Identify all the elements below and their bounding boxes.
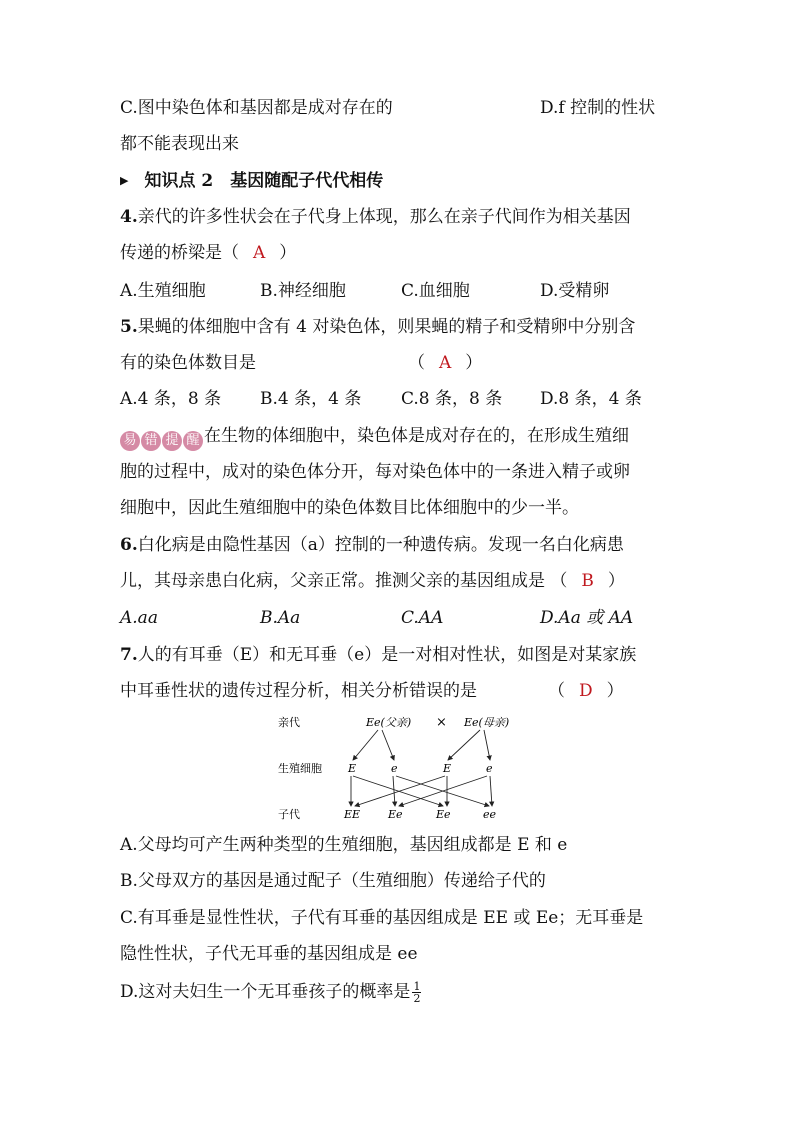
arrow [448,730,480,760]
tip-text-1: 在生物的体细胞中，染色体是成对存在的，在形成生殖细 [204,426,629,446]
q3-option-d-cont: 都不能表现出来 [120,134,239,154]
q4-text-2: 传递的桥梁是（ [120,243,239,263]
father-genotype: Ee(父亲) [366,716,412,729]
arrow [393,776,395,806]
q4-line1 [120,205,631,229]
section-heading [120,169,383,193]
row-label-gamete: 生殖细胞 [278,762,322,775]
mistake-reminder-badges [120,427,204,451]
q3-option-d: D.f 控制的性状 [540,98,656,118]
q6-option-a: A.aa [120,608,158,628]
q4-option-c: C.血细胞 [401,281,470,301]
q4-answer: A [253,243,266,263]
arrow [355,776,445,806]
tip-text-2: 胞的过程中，成对的染色体分开，每对染色体中的一条进入精子或卵 [120,462,630,482]
child-genotype: EE [344,808,361,821]
fraction-denominator: 2 [413,992,421,1005]
gamete-mother-E: E [443,762,452,775]
q7-text-2: 中耳垂性状的遗传过程分析，相关分析错误的是 [120,681,477,701]
q7-answer-group [548,679,624,703]
q6-options [120,606,680,630]
q7-number: 7. [120,645,138,665]
badge-char: 提 [162,431,182,451]
q6-line2 [120,569,625,593]
q6-text-1: 白化病是由隐性基因（a）控制的一种遗传病。发现一名白化病患 [137,535,624,555]
q7-open-paren: （ [548,681,565,701]
q5-line1 [120,315,635,339]
tip-text-3: 细胞中，因此生殖细胞中的染色体数目比体细胞中的少一半。 [120,498,579,518]
row-label-child: 子代 [278,808,300,821]
q4-option-b: B.神经细胞 [260,281,346,301]
fraction-numerator: 1 [413,980,421,993]
q7-text-1: 人的有耳垂（E）和无耳垂（e）是一对相对性状，如图是对某家族 [137,645,637,665]
inheritance-diagram [270,708,540,828]
q5-close-paren: ） [465,353,483,373]
tip-line1 [120,424,629,451]
q4-options [120,279,680,303]
arrow [382,730,394,760]
q5-option-d: D.8 条，4 条 [540,389,642,409]
badge-char: 易 [120,431,140,451]
q6-close-paren: ） [607,571,625,591]
q5-number: 5. [120,317,138,337]
q7-line2 [120,679,680,703]
arrow [353,776,443,806]
child-genotype: ee [483,808,497,821]
arrow [484,730,490,760]
q4-text-1: 亲代的许多性状会在子代身上体现，那么在亲子代间作为相关基因 [137,207,631,227]
q6-option-c: C.AA [401,608,444,628]
q5-open-paren: （ [408,353,425,373]
cross-symbol: × [436,715,447,730]
q7-option-d [120,980,421,1004]
q5-options [120,387,680,411]
badge-char: 错 [141,431,161,451]
q4-close-paren: ） [279,243,297,263]
arrow [353,730,378,760]
q7-option-b: B.父母双方的基因是通过配子（生殖细胞）传递给子代的 [120,871,546,891]
gamete-father-e: e [391,762,398,775]
arrow [490,776,492,806]
q6-option-d: D.Aa 或 AA [540,608,634,628]
gamete-mother-e: e [486,762,493,775]
fraction-one-half [412,981,421,1004]
q5-line2 [120,351,680,375]
q6-answer: B [581,571,594,591]
child-genotype: Ee [436,808,451,821]
row-label-parent: 亲代 [278,716,300,729]
q7-option-d-text: D.这对夫妇生一个无耳垂孩子的概率是 [120,982,411,1002]
q5-option-b: B.4 条，4 条 [260,389,362,409]
q7-answer: D [579,681,593,701]
q7-option-c-2: 隐性性状，子代无耳垂的基因组成是 ee [120,944,418,964]
q5-answer: A [439,353,452,373]
q7-option-a: A.父母均可产生两种类型的生殖细胞，基因组成都是 E 和 e [120,835,568,855]
section-title: 知识点 2 基因随配子代代相传 [144,171,384,191]
q3-option-c: C.图中染色体和基因都是成对存在的 [120,98,393,118]
q3-option-c-line [120,96,656,120]
q6-line1 [120,533,624,557]
q4-option-a: A.生殖细胞 [120,281,206,301]
q5-text-1: 果蝇的体细胞中含有 4 对染色体，则果蝇的精子和受精卵中分别含 [137,317,636,337]
q4-line2 [120,241,296,265]
q6-option-b: B.Aa [260,608,301,628]
q5-option-c: C.8 条，8 条 [401,389,503,409]
q5-text-2: 有的染色体数目是 [120,353,256,373]
q7-option-c-1: C.有耳垂是显性性状，子代有耳垂的基因组成是 EE 或 Ee；无耳垂是 [120,908,644,928]
mother-genotype: Ee(母亲) [464,716,510,729]
q4-number: 4. [120,207,138,227]
q7-line1 [120,643,636,667]
q5-answer-group [408,351,482,375]
triangle-icon: ▶ [120,174,129,187]
q6-text-2: 儿，其母亲患白化病，父亲正常。推测父亲的基因组成是 （ [120,571,568,591]
child-genotype: Ee [388,808,403,821]
q5-option-a: A.4 条，8 条 [120,389,222,409]
q6-number: 6. [120,535,138,555]
badge-char: 醒 [183,431,203,451]
inheritance-arrows [351,730,492,806]
q7-close-paren: ） [606,681,624,701]
q4-option-d: D.受精卵 [540,281,610,301]
gamete-father-E: E [348,762,357,775]
